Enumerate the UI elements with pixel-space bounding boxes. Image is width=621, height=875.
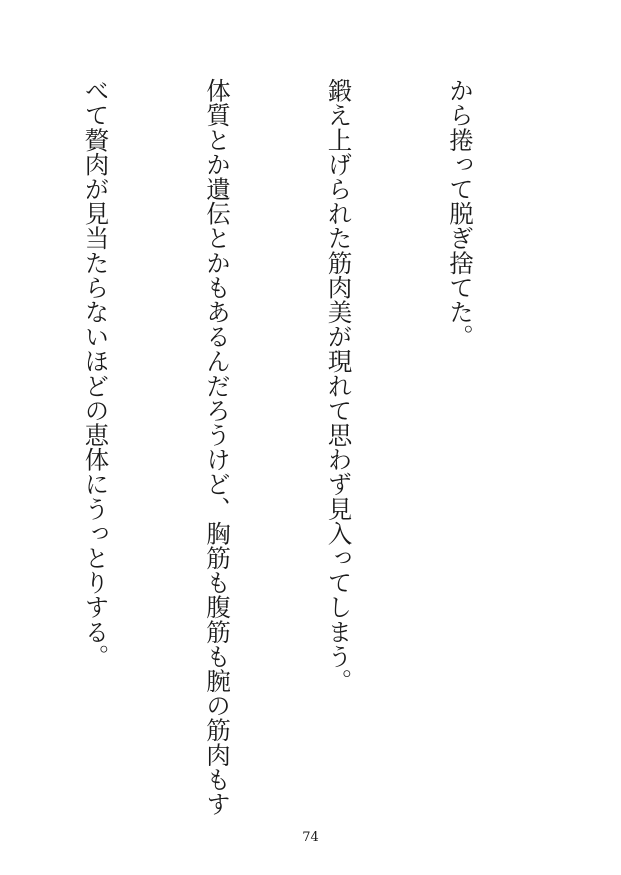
text-line: べて贅肉が見当たらないほどの恵体にうっとりする。 [81,78,111,669]
text-line: から捲って脱ぎ捨てた。 [446,78,475,349]
page-number: 74 [302,830,319,845]
text-line: 体質とか遺伝とかもあるんだろうけど、胸筋も腹筋も腕の筋肉もす [203,78,232,816]
text-line: 鍛え上げられた筋肉美が現れて思わず見入ってしまう。 [324,78,354,693]
body-text [0,78,561,816]
